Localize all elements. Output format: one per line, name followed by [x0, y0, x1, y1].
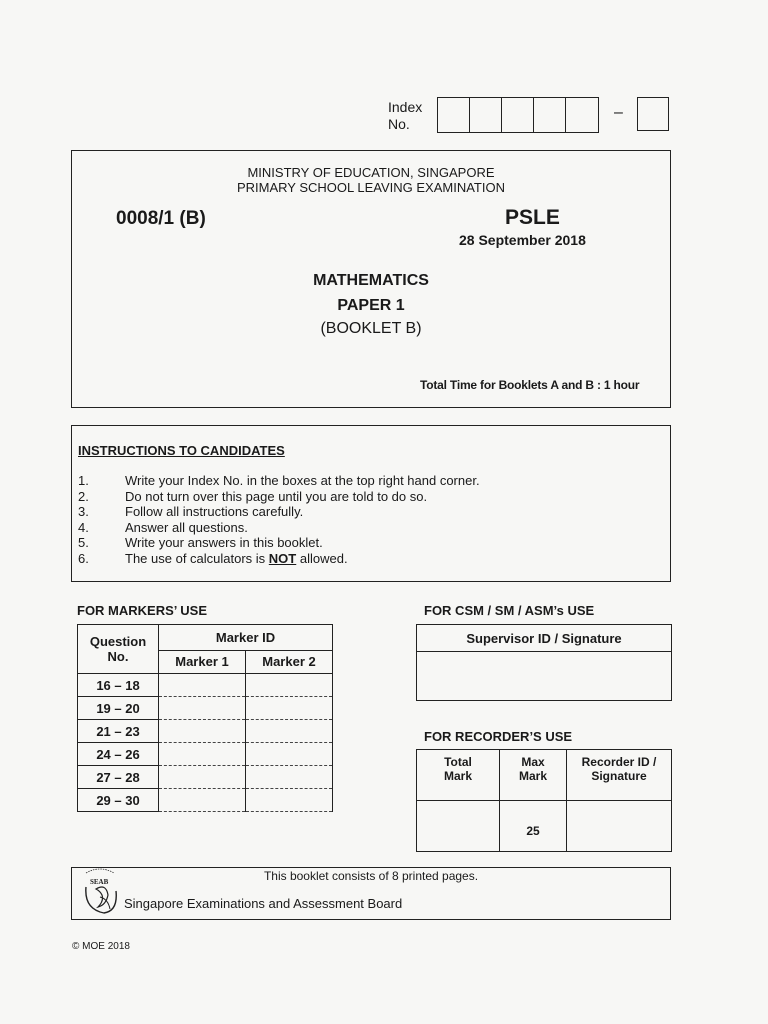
total-mark-header: Total Mark — [417, 750, 500, 801]
table-row: 19 – 20 — [78, 697, 333, 720]
index-digit-box[interactable] — [502, 98, 534, 132]
question-header: Question No. — [78, 625, 159, 674]
seab-logo-text: SEAB — [90, 878, 109, 886]
markers-table — [77, 624, 333, 812]
table-row: 16 – 18 — [78, 674, 333, 697]
marker1-cell[interactable] — [159, 674, 246, 697]
marker2-cell[interactable] — [246, 766, 333, 789]
marker1-header: Marker 1 — [159, 650, 246, 673]
table-row: 21 – 23 — [78, 720, 333, 743]
index-dash: – — [614, 104, 623, 121]
instruction-item: 3. Follow all instructions carefully. — [78, 504, 304, 519]
table-row: 27 – 28 — [78, 766, 333, 789]
exam-date: 28 September 2018 — [459, 232, 586, 248]
total-mark-cell[interactable] — [417, 801, 500, 852]
recorder-signature-cell[interactable] — [567, 801, 672, 852]
marker2-cell[interactable] — [246, 720, 333, 743]
exam-authority: MINISTRY OF EDUCATION, SINGAPORE PRIMARY SCHOOL LEAVING EXAMINATION — [236, 165, 505, 195]
marker2-cell[interactable] — [246, 789, 333, 812]
marker1-cell[interactable] — [159, 766, 246, 789]
board-name: Singapore Examinations and Assessment Board — [124, 896, 403, 911]
seab-logo — [80, 867, 122, 917]
marker1-cell[interactable] — [159, 743, 246, 766]
table-row: 24 – 26 — [78, 743, 333, 766]
recorder-id-header: Recorder ID / Signature — [567, 750, 672, 801]
table-row: 29 – 30 — [78, 789, 333, 812]
supervisor-table — [416, 624, 672, 701]
seab-emblem-icon — [80, 867, 122, 917]
supervisor-header: Supervisor ID / Signature — [417, 625, 672, 652]
marker2-cell[interactable] — [246, 743, 333, 766]
instruction-item: 6. The use of calculators is NOT allowed. — [78, 550, 348, 566]
index-digit-box[interactable] — [534, 98, 566, 132]
marker1-cell[interactable] — [159, 697, 246, 720]
marker2-cell[interactable] — [246, 697, 333, 720]
paper-code: 0008/1 (B) — [116, 208, 206, 229]
marker2-cell[interactable] — [246, 674, 333, 697]
recorder-table — [416, 749, 672, 852]
max-mark-value: 25 — [500, 801, 567, 852]
recorder-heading: FOR RECORDER’S USE — [424, 729, 573, 744]
instruction-item: 5. Write your answers in this booklet. — [78, 535, 323, 550]
csm-heading: FOR CSM / SM / ASM’s USE — [424, 603, 595, 618]
instruction-item: 4. Answer all questions. — [78, 519, 248, 535]
marker1-cell[interactable] — [159, 789, 246, 812]
index-digit-box[interactable] — [470, 98, 502, 132]
subject-title: MATHEMATICS — [313, 272, 429, 289]
index-no-boxes[interactable] — [437, 97, 599, 133]
exam-name: PSLE — [505, 206, 560, 229]
instruction-item: 1. Write your Index No. in the boxes at the top right hand corner. — [78, 473, 480, 488]
marker2-header: Marker 2 — [246, 650, 333, 673]
instruction-item: 2. Do not turn over this page until you are told to do so. — [78, 488, 428, 504]
max-mark-header: Max Mark — [500, 750, 567, 801]
total-time: Total Time for Booklets A and B : 1 hour — [420, 378, 640, 392]
marker1-cell[interactable] — [159, 720, 246, 743]
booklet-title: (BOOKLET B) — [320, 320, 422, 337]
index-digit-box[interactable] — [566, 98, 598, 132]
index-no-label: Index No. — [388, 99, 423, 132]
supervisor-signature-cell[interactable] — [417, 652, 672, 701]
printed-pages-note: This booklet consists of 8 printed pages. — [263, 869, 479, 883]
instructions-list — [78, 473, 480, 566]
markers-heading: FOR MARKERS’ USE — [77, 603, 208, 618]
index-digit-box[interactable] — [438, 98, 470, 132]
copyright: © MOE 2018 — [72, 941, 130, 952]
instructions-title: INSTRUCTIONS TO CANDIDATES — [78, 443, 285, 458]
index-class-box[interactable] — [637, 97, 669, 131]
marker-id-header: Marker ID — [159, 625, 333, 651]
paper-title: PAPER 1 — [337, 297, 405, 314]
